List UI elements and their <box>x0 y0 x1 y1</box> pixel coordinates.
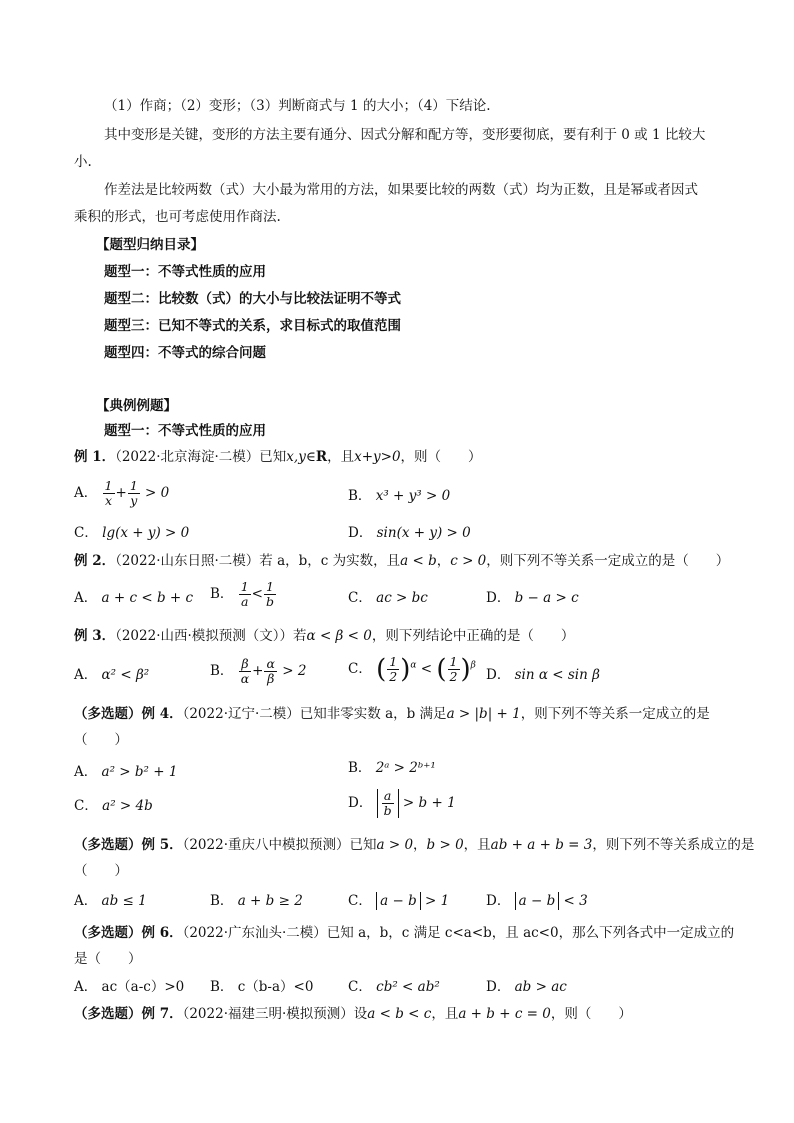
option-label: A． <box>74 764 98 780</box>
question-3-prefix: 例 3． <box>74 628 116 644</box>
question-1-option-c[interactable] <box>74 524 189 542</box>
option-label: D． <box>348 795 373 811</box>
absolute-value: a − b <box>376 892 421 910</box>
fraction: $\frac{1}{y}$ <box>129 478 138 508</box>
fraction: $\frac{\alpha}{\beta}$ <box>266 656 275 686</box>
question-2-cond-1: a < b <box>400 553 437 569</box>
option-label: C． <box>348 893 372 909</box>
question-5-option-c[interactable]: C． a − b > 1 <box>348 893 450 909</box>
intro-paragraph-1-line-2: 小. <box>74 154 92 170</box>
absolute-value: a − b <box>515 892 560 910</box>
question-7-text: （2022·福建三明·模拟预测）设 <box>182 1006 368 1022</box>
question-5-prefix: （多选题）例 5． <box>74 837 183 853</box>
question-3-option-a[interactable] <box>74 666 149 684</box>
option-label: C． <box>348 979 372 995</box>
catalog-item-1: 题型一：不等式性质的应用 <box>104 264 266 280</box>
option-label: D． <box>486 590 511 606</box>
question-1-text: （2022·北京海淀·二模）已知 <box>115 449 287 465</box>
option-expression: a² > b² + 1 <box>101 764 178 780</box>
question-7-stem: （多选题）例 7．（2022·福建三明·模拟预测）设a < b < c，且a + b + c = 0，则（ ） <box>74 1006 632 1022</box>
intro-steps: （1）作商；（2）变形；（3）判断商式与 1 的大小；（4）下结论. <box>104 98 491 114</box>
option-expression: a + c < b + c <box>101 590 194 606</box>
question-4-prefix: （多选题）例 4． <box>74 706 183 722</box>
question-3-option-d[interactable] <box>486 666 600 684</box>
question-4-text: （2022·辽宁·二模）已知非零实数 a，b 满足 <box>182 706 447 722</box>
question-3-stem: 例 3．（2022·山西·模拟预测（文））若α < β < 0，则下列结论中正确的是（ ） <box>74 628 575 644</box>
option-label: B． <box>210 893 234 909</box>
fraction: $\frac{1}{x}$ <box>104 478 113 508</box>
option-label: D． <box>486 667 511 683</box>
question-4-cond: a > |b| + 1 <box>446 706 521 722</box>
question-2-prefix: 例 2． <box>74 553 116 569</box>
question-4-stem-line-2: （ ） <box>74 732 128 748</box>
question-6-option-d[interactable] <box>486 978 567 996</box>
option-label: A． <box>74 590 98 606</box>
question-5-stem-line-2: （ ） <box>74 863 128 879</box>
question-5-stem: （多选题）例 5．（2022·重庆八中模拟预测）已知a > 0，b > 0，且ab + a + b = 3，则下列不等关系成立的是 <box>74 837 755 853</box>
option-label: A． <box>74 485 98 501</box>
question-6-option-a[interactable] <box>74 978 184 996</box>
option-expression: sin(x + y) > 0 <box>376 525 471 541</box>
option-label: C． <box>74 798 98 814</box>
intro-paragraph-2-line-2: 乘积的形式，也可考虑使用作商法. <box>74 209 281 225</box>
option-label: A． <box>74 667 98 683</box>
question-1-option-b[interactable] <box>348 487 450 505</box>
option-label: B． <box>210 586 234 602</box>
question-4-option-b[interactable] <box>348 759 436 777</box>
question-2-option-b[interactable]: B． $\frac{1}{a}$ < $\frac{1}{b}$ <box>210 579 274 609</box>
option-label: B． <box>348 488 372 504</box>
catalog-item-4: 题型四：不等式的综合问题 <box>104 345 266 361</box>
option-expression: c（b-a）<0 <box>237 979 314 995</box>
option-expression: sin α < sin β <box>514 667 600 683</box>
fraction: $\frac{\beta}{\alpha}$ <box>240 656 250 686</box>
option-label: C． <box>348 661 372 677</box>
question-4-stem: （多选题）例 4．（2022·辽宁·二模）已知非零实数 a，b 满足a > |b| + 1，则下列不等关系一定成立的是 <box>74 706 710 722</box>
fraction: $\frac{1}{b}$ <box>265 579 274 609</box>
question-4-option-a[interactable] <box>74 763 177 781</box>
question-6-option-c[interactable] <box>348 978 440 996</box>
intro-paragraph-1-line-1: 其中变形是关键，变形的方法主要有通分、因式分解和配方等，变形要彻底，要有利于 0 或 1 比较大 <box>104 127 706 143</box>
question-6-option-b[interactable] <box>210 978 313 996</box>
question-2-stem: 例 2．（2022·山东日照·二模）若 a，b，c 为实数，且a < b，c > 0，则下列不等关系一定成立的是（ ） <box>74 553 730 569</box>
option-expression: ab > ac <box>514 979 567 995</box>
option-expression: ac > bc <box>376 590 428 606</box>
question-1-set: R <box>315 449 328 465</box>
question-2-option-d[interactable] <box>486 589 579 607</box>
catalog-heading: 【题型归纳目录】 <box>96 237 204 253</box>
question-1-text3: ，则（ ） <box>400 449 482 465</box>
option-label: D． <box>486 893 511 909</box>
option-label: B． <box>348 760 372 776</box>
question-7-prefix: （多选题）例 7． <box>74 1006 183 1022</box>
option-expression: cb² < ab² <box>376 979 440 995</box>
question-1-condition: x+y>0 <box>354 449 401 465</box>
fraction: $\frac{1}{2}$ <box>449 654 458 684</box>
option-label: A． <box>74 893 98 909</box>
question-3-text: （2022·山西·模拟预测（文））若 <box>115 628 307 644</box>
question-1-prefix: 例 1． <box>74 449 116 465</box>
option-expression: b − a > c <box>514 590 579 606</box>
option-label: B． <box>210 979 234 995</box>
option-label: C． <box>348 590 372 606</box>
question-5-option-a[interactable] <box>74 892 147 910</box>
option-label: D． <box>348 525 373 541</box>
question-6-stem-line-2: 是（ ） <box>74 951 142 967</box>
option-label: C． <box>74 525 98 541</box>
option-expression: 2ᵃ > 2ᵇ⁺¹ <box>375 760 436 776</box>
question-3-cond: α < β < 0 <box>306 628 372 644</box>
section-title: 题型一：不等式性质的应用 <box>104 423 266 439</box>
question-6-stem <box>74 924 734 942</box>
question-1-in: ∈ <box>305 449 316 465</box>
question-1-vars: x,y <box>286 449 306 465</box>
question-5-text: （2022·重庆八中模拟预测）已知 <box>182 837 377 853</box>
intro-paragraph-2-line-1: 作差法是比较两数（式）大小最为常用的方法，如果要比较的两数（式）均为正数，且是幂或者因式 <box>104 182 698 198</box>
fraction: $\frac{1}{2}$ <box>389 654 398 684</box>
question-4-option-c[interactable] <box>74 797 153 815</box>
option-label: B． <box>210 663 234 679</box>
question-3-option-b[interactable]: B． $\frac{\beta}{\alpha}$ + $\frac{\alpha}{\beta}$ > 2 <box>210 656 307 686</box>
catalog-item-2: 题型二：比较数（式）的大小与比较法证明不等式 <box>104 291 401 307</box>
question-2-option-a[interactable] <box>74 589 193 607</box>
option-expression: a² > 4b <box>102 798 153 814</box>
option-expression: ac（a-c）>0 <box>101 979 185 995</box>
option-label: D． <box>486 979 511 995</box>
question-6-prefix: （多选题）例 6． <box>74 925 183 941</box>
question-4-option-d[interactable]: D． $\frac{a}{b}$ > b + 1 <box>348 788 456 818</box>
question-5-option-b[interactable] <box>210 892 303 910</box>
question-3-option-c[interactable]: C． ( $\frac{1}{2}$ )$^\alpha$ < ( $\frac{1}{2}$ )$^\beta$ <box>348 654 476 685</box>
question-1-text2: ，且 <box>327 449 355 465</box>
option-expression: a + b ≥ 2 <box>237 893 303 909</box>
fraction: $\frac{1}{a}$ <box>240 579 249 609</box>
examples-heading: 【典例例题】 <box>96 398 177 414</box>
option-expression: ab ≤ 1 <box>101 893 147 909</box>
option-label: A． <box>74 979 98 995</box>
option-expression: lg(x + y) > 0 <box>102 525 190 541</box>
catalog-item-3: 题型三：已知不等式的关系，求目标式的取值范围 <box>104 318 401 334</box>
question-2-option-c[interactable] <box>348 589 428 607</box>
question-1-stem <box>74 448 482 466</box>
question-2-text: （2022·山东日照·二模）若 a，b，c 为实数，且 <box>115 553 401 569</box>
absolute-value: $\frac{a}{b}$ <box>377 789 399 818</box>
question-1-option-a[interactable]: A． $\frac{1}{x}$ + $\frac{1}{y}$ > 0 <box>74 478 170 508</box>
question-5-option-d[interactable]: D． a − b < 3 <box>486 893 588 909</box>
question-2-cond-2: c > 0 <box>450 553 487 569</box>
question-1-option-d[interactable] <box>348 524 471 542</box>
question-6-text: （2022·广东汕头·二模）已知 a，b，c 满足 c<a<b，且 ac<0，那么下列各式中一定成立的 <box>182 925 735 941</box>
option-expression: α² < β² <box>101 667 150 683</box>
option-expression: x³ + y³ > 0 <box>375 488 451 504</box>
